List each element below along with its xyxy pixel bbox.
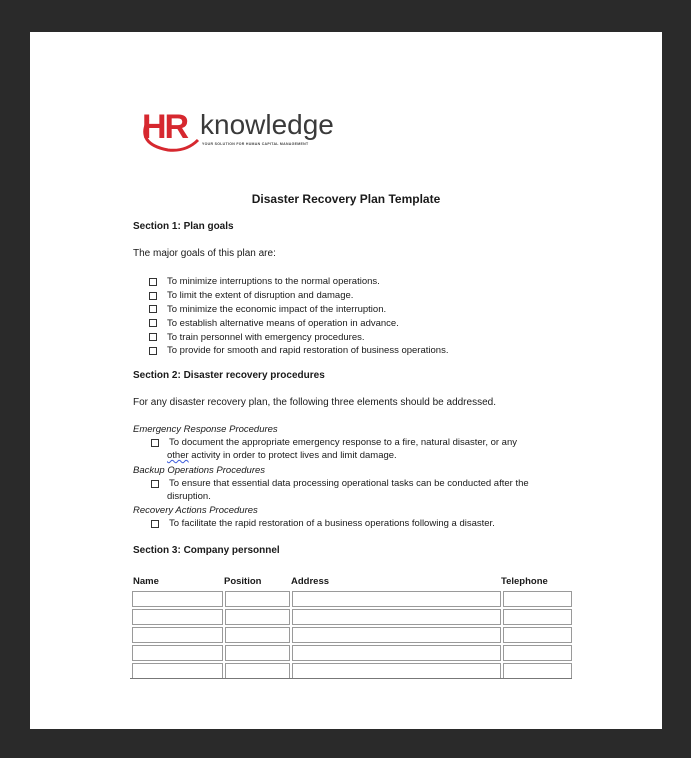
logo-tagline: YOUR SOLUTION FOR HUMAN CAPITAL MANAGEMENT — [202, 142, 309, 146]
list-item: To provide for smooth and rapid restoration of business operations. — [149, 344, 448, 358]
table-cell[interactable] — [503, 645, 572, 661]
logo-wordmark: knowledge — [200, 109, 334, 140]
section-1-heading: Section 1: Plan goals — [133, 221, 234, 232]
checkbox-icon — [151, 480, 159, 488]
section-1-intro: The major goals of this plan are: — [133, 248, 276, 259]
table-cell[interactable] — [503, 591, 572, 607]
column-header-name: Name — [133, 576, 159, 587]
list-item: To facilitate the rapid restoration of a business operations following a disaster. — [151, 518, 495, 529]
personnel-table — [130, 589, 574, 681]
recovery-actions-label: Recovery Actions Procedures — [133, 505, 258, 516]
table-cell[interactable] — [503, 663, 572, 679]
checkbox-icon — [151, 439, 159, 447]
list-item: To establish alternative means of operation in advance. — [149, 316, 448, 330]
table-cell[interactable] — [292, 609, 501, 625]
checkbox-icon — [151, 520, 159, 528]
document-page — [30, 32, 662, 729]
table-cell[interactable] — [503, 627, 572, 643]
table-cell[interactable] — [292, 645, 501, 661]
checkbox-icon — [149, 319, 157, 327]
table-row — [132, 591, 572, 607]
table-cell[interactable] — [225, 663, 290, 679]
column-header-telephone: Telephone — [501, 576, 548, 587]
section-3-heading: Section 3: Company personnel — [133, 545, 280, 556]
document-title: Disaster Recovery Plan Template — [251, 192, 441, 206]
table-cell[interactable] — [132, 645, 223, 661]
list-item: To train personnel with emergency procedures. — [149, 330, 448, 344]
checkbox-icon — [149, 292, 157, 300]
list-item-continuation: other activity in order to protect lives and limit damage. — [167, 450, 397, 461]
table-cell[interactable] — [132, 663, 223, 679]
checkbox-icon — [149, 333, 157, 341]
table-cell[interactable] — [132, 609, 223, 625]
column-header-address: Address — [291, 576, 330, 587]
table-row — [132, 609, 572, 625]
table-cell[interactable] — [292, 663, 501, 679]
table-cell[interactable] — [292, 591, 501, 607]
emergency-response-label: Emergency Response Procedures — [133, 424, 278, 435]
table-row — [132, 627, 572, 643]
list-item: To minimize interruptions to the normal operations. — [149, 275, 448, 289]
table-row — [132, 663, 572, 679]
backup-operations-label: Backup Operations Procedures — [133, 465, 266, 476]
list-item: To limit the extent of disruption and damage. — [149, 289, 448, 303]
table-row — [132, 645, 572, 661]
table-cell[interactable] — [292, 627, 501, 643]
goals-list — [149, 275, 448, 358]
checkbox-icon — [149, 305, 157, 313]
list-item-continuation: disruption. — [167, 491, 211, 502]
table-cell[interactable] — [225, 609, 290, 625]
table-cell[interactable] — [132, 591, 223, 607]
table-cell[interactable] — [225, 627, 290, 643]
table-cell[interactable] — [132, 627, 223, 643]
section-2-heading: Section 2: Disaster recovery procedures — [133, 370, 325, 381]
checkbox-icon — [149, 278, 157, 286]
hr-knowledge-logo — [138, 106, 348, 166]
table-bottom-rule — [130, 678, 572, 679]
list-item: To minimize the economic impact of the interruption. — [149, 303, 448, 317]
list-item: To ensure that essential data processing operational tasks can be conducted after the — [151, 478, 529, 489]
logo-hr-mark: HR — [142, 108, 188, 146]
table-cell[interactable] — [503, 609, 572, 625]
table-cell[interactable] — [225, 645, 290, 661]
list-item: To document the appropriate emergency response to a fire, natural disaster, or any — [151, 437, 517, 448]
section-2-intro: For any disaster recovery plan, the following three elements should be addressed. — [133, 397, 496, 408]
column-header-position: Position — [224, 576, 262, 587]
checkbox-icon — [149, 347, 157, 355]
table-cell[interactable] — [225, 591, 290, 607]
